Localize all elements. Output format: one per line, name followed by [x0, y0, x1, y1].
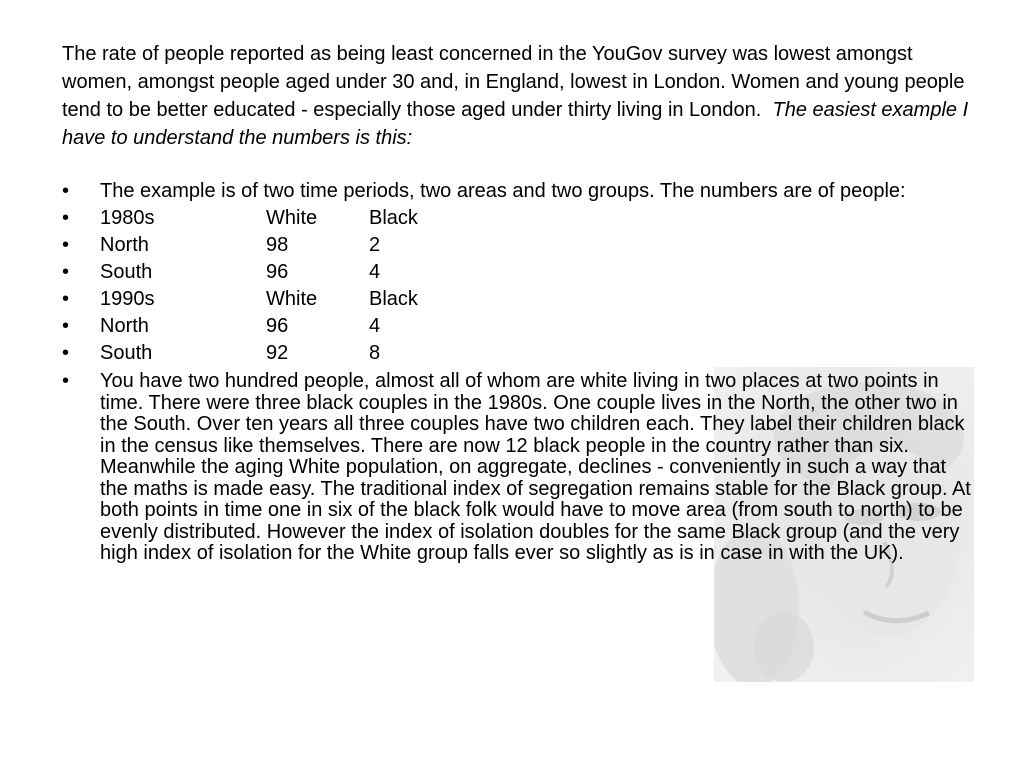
- intro-paragraph: [62, 40, 982, 152]
- row-period-label: 1990s: [100, 288, 155, 310]
- row-value-white: 96: [266, 315, 289, 337]
- bullet-marker: •: [62, 370, 70, 392]
- list-item: [62, 371, 974, 565]
- table-row: [62, 290, 974, 309]
- row-area-label: South: [100, 261, 153, 283]
- row-value-black: 4: [369, 261, 381, 283]
- row-value-black: Black: [369, 207, 418, 229]
- row-value-white: 98: [266, 234, 289, 256]
- row-value-black: 4: [369, 315, 381, 337]
- bullet-marker: •: [62, 288, 70, 310]
- table-row: [62, 263, 974, 282]
- bullet-marker: •: [62, 180, 70, 202]
- row-value-black: Black: [369, 288, 418, 310]
- list-item: [62, 182, 974, 201]
- row-area-label: North: [100, 315, 149, 337]
- table-row: [62, 236, 974, 255]
- row-value-black: 2: [369, 234, 381, 256]
- table-row: [62, 344, 974, 363]
- bullet-marker: •: [62, 315, 70, 337]
- row-value-white: White: [266, 207, 318, 229]
- row-value-white: 96: [266, 261, 289, 283]
- row-area-label: South: [100, 342, 153, 364]
- intro-italic-text: The easiest example I have to understand the numbers is this:: [62, 99, 969, 149]
- row-value-white: 92: [266, 342, 289, 364]
- bullet-marker: •: [62, 342, 70, 364]
- row-period-label: 1980s: [100, 207, 155, 229]
- table-row: [62, 317, 974, 336]
- table-row: [62, 209, 974, 228]
- row-area-label: North: [100, 234, 149, 256]
- bullet-marker: •: [62, 207, 70, 229]
- example-text: The example is of two time periods, two areas and two groups. The numbers are of people:: [100, 180, 906, 202]
- bullet-marker: •: [62, 261, 70, 283]
- intro-text: The rate of people reported as being least concerned in the YouGov survey was lowest amongst women, amongst people aged under 30 and, in England, lowest in London. Women and young people tend to be better educated - especially those aged under thirty living in London.: [62, 43, 965, 121]
- bullet-list: [62, 182, 974, 573]
- row-value-black: 8: [369, 342, 381, 364]
- row-value-white: White: [266, 288, 318, 310]
- conclusion-text: You have two hundred people, almost all of whom are white living in two places at two points in time. There were three black couples in the 1980s. One couple lives in the North, the other two in the South. Over ten years all three couples have two children each. They label their children black in the census like themselves. There are now 12 black people in the country rather than six. Meanwhile the aging White population, on aggregate, declines - conveniently in such a way that the maths is made easy. The traditional index of segregation remains stable for the Black group. At both points in time one in six of the black folk would have to move area (from south to north) to be evenly distributed. However the index of isolation doubles for the same Black group (and the very high index of isolation for the White group falls ever so slightly as is in case in with the UK).: [100, 370, 971, 564]
- bullet-marker: •: [62, 234, 70, 256]
